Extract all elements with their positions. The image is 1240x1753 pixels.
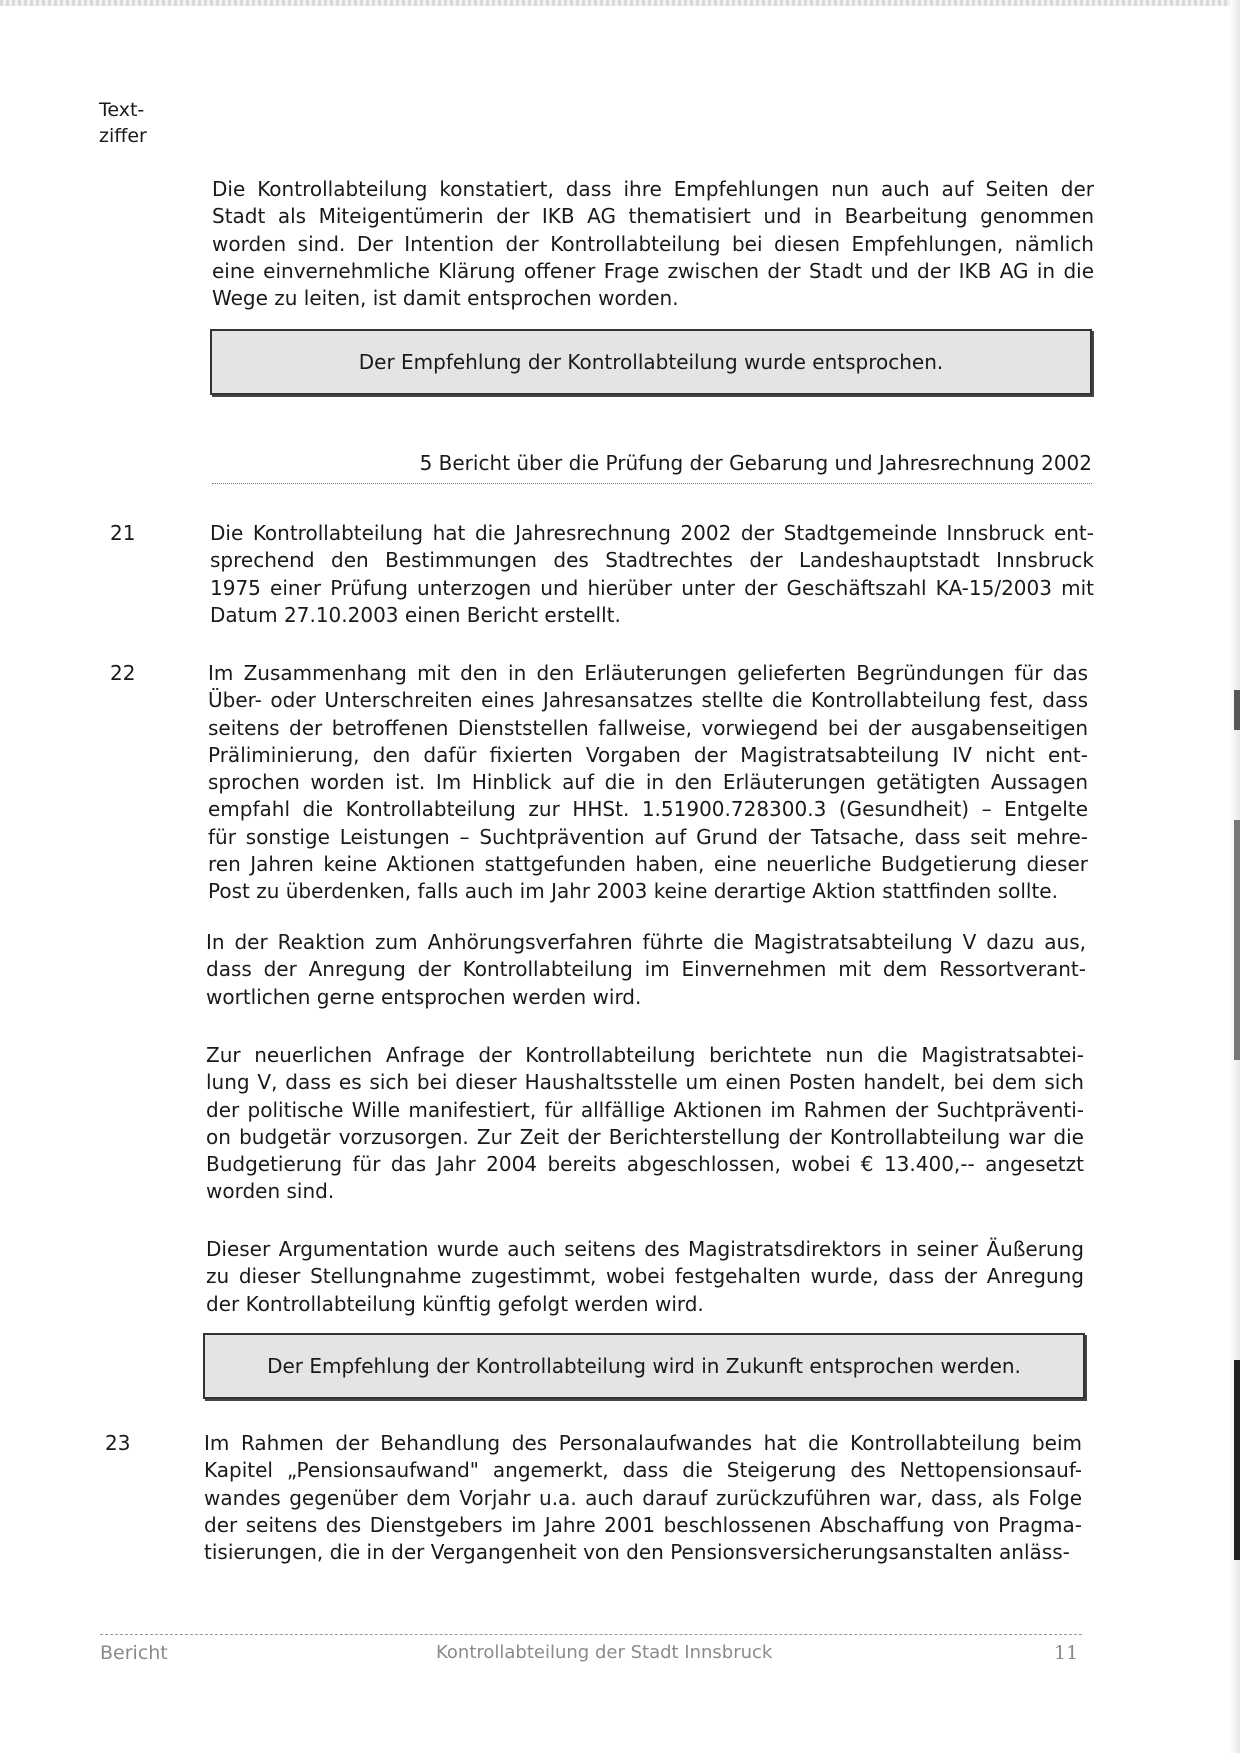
text-line: Über- oder Unterschreiten eines Jahresansatzes stellte die Kontrollabteilung fest, dass xyxy=(208,688,1088,713)
text-line: wortlichen gerne entsprochen werden wird. xyxy=(206,984,642,1009)
item-number: 22 xyxy=(110,661,136,685)
scan-top-edge xyxy=(0,0,1240,6)
text-line: lung V, dass es sich bei dieser Haushaltsstelle um einen Posten handelt, bei dem sich xyxy=(206,1070,1084,1095)
section-heading: 5 Bericht über die Prüfung der Gebarung und Jahresrechnung 2002 xyxy=(419,451,1092,475)
heading-rule xyxy=(212,483,1092,484)
text-line: Datum 27.10.2003 einen Bericht erstellt. xyxy=(210,602,621,627)
item-23-paragraph xyxy=(204,1430,1082,1566)
text-line: on budgetär vorzusorgen. Zur Zeit der Berichterstellung der Kontrollabteilung war die xyxy=(206,1124,1084,1149)
scan-mark xyxy=(1234,1360,1240,1560)
text-line: Zur neuerlichen Anfrage der Kontrollabteilung berichtete nun die Magistratsabtei- xyxy=(206,1043,1084,1067)
text-line: eine einvernehmliche Klärung offener Frage zwischen der Stadt und der IKB AG in die xyxy=(212,258,1094,283)
text-line: Die Kontrollabteilung konstatiert, dass ihre Empfehlungen nun auch auf Seiten der xyxy=(212,177,1094,201)
text-line: Wege zu leiten, ist damit entsprochen worden. xyxy=(212,286,679,311)
margin-label-line: Text- xyxy=(99,99,145,121)
text-line: worden sind. Der Intention der Kontrollabteilung bei diesen Empfehlungen, nämlich xyxy=(212,231,1094,256)
text-line: 1975 einer Prüfung unterzogen und hierüber unter der Geschäftszahl KA-15/2003 mit xyxy=(210,575,1094,600)
text-line: sprechend den Bestimmungen des Stadtrechtes der Landeshauptstadt Innsbruck xyxy=(210,548,1094,573)
text-line: dass der Anregung der Kontrollabteilung im Einvernehmen mit dem Ressortverant- xyxy=(206,957,1086,982)
text-line: Dieser Argumentation wurde auch seitens des Magistratsdirektors in seiner Äußerung xyxy=(206,1237,1084,1261)
item-22-paragraph-3 xyxy=(206,1042,1084,1206)
text-line: der seitens des Dienstgebers im Jahre 2001 beschlossenen Abschaffung von Pragma- xyxy=(204,1512,1082,1537)
recommendation-box xyxy=(210,329,1092,395)
text-line: der politische Wille manifestiert, für allfällige Aktionen im Rahmen der Suchtpräventi- xyxy=(206,1097,1084,1122)
item-22-paragraph-1 xyxy=(208,660,1088,906)
footer-rule xyxy=(100,1634,1082,1635)
recommendation-text: Der Empfehlung der Kontrollabteilung wurde entsprochen. xyxy=(358,350,944,374)
text-line: der Kontrollabteilung künftig gefolgt werden wird. xyxy=(206,1291,704,1316)
recommendation-box xyxy=(203,1333,1085,1399)
text-line: wandes gegenüber dem Vorjahr u.a. auch darauf zurückzuführen war, dass, als Folge xyxy=(204,1485,1082,1510)
text-line: Im Zusammenhang mit den in den Erläuterungen gelieferten Begründungen für das xyxy=(208,661,1088,685)
text-line: seitens der betroffenen Dienststellen fallweise, vorwiegend bei der ausgabenseitigen xyxy=(208,715,1088,740)
item-number: 23 xyxy=(105,1431,131,1455)
text-line: In der Reaktion zum Anhörungsverfahren führte die Magistratsabteilung V dazu aus, xyxy=(206,930,1086,954)
item-21-paragraph xyxy=(210,520,1094,629)
page-number: 11 xyxy=(1054,1642,1079,1664)
footer-left: Bericht xyxy=(100,1642,168,1664)
scan-mark xyxy=(1234,820,1240,1060)
text-line: Im Rahmen der Behandlung des Personalaufwandes hat die Kontrollabteilung beim xyxy=(204,1431,1082,1455)
text-line: sprochen worden ist. Im Hinblick auf die in den Erläuterungen getätigten Aussagen xyxy=(208,770,1088,795)
text-line: für sonstige Leistungen – Suchtprävention auf Grund der Tatsache, dass seit mehre- xyxy=(208,824,1088,849)
text-line: Präliminierung, den dafür fixierten Vorgaben der Magistratsabteilung IV nicht ent- xyxy=(208,742,1088,767)
text-line: Die Kontrollabteilung hat die Jahresrechnung 2002 der Stadtgemeinde Innsbruck ent- xyxy=(210,521,1094,545)
text-line: tisierungen, die in der Vergangenheit von den Pensionsversicherungsanstalten anläss- xyxy=(204,1540,1070,1565)
text-line: Stadt als Miteigentümerin der IKB AG thematisiert und in Bearbeitung genommen xyxy=(212,204,1094,229)
recommendation-text: Der Empfehlung der Kontrollabteilung wird in Zukunft entsprochen werden. xyxy=(267,1354,1021,1378)
margin-label xyxy=(99,97,147,149)
text-line: empfahl die Kontrollabteilung zur HHSt. 1.51900.728300.3 (Gesundheit) – Entgelte xyxy=(208,797,1088,822)
margin-label-line: ziffer xyxy=(99,125,147,147)
text-line: Budgetierung für das Jahr 2004 bereits abgeschlossen, wobei € 13.400,-- angesetzt xyxy=(206,1152,1084,1177)
scan-mark xyxy=(1234,690,1240,730)
footer-center: Kontrollabteilung der Stadt Innsbruck xyxy=(436,1642,773,1663)
text-line: zu dieser Stellungnahme zugestimmt, wobei festgehalten wurde, dass der Anregung xyxy=(206,1264,1084,1289)
text-line: worden sind. xyxy=(206,1179,335,1204)
item-number: 21 xyxy=(110,521,136,545)
item-22-paragraph-4 xyxy=(206,1236,1084,1318)
item-22-paragraph-2 xyxy=(206,929,1086,1011)
text-line: Kapitel „Pensionsaufwand" angemerkt, dass die Steigerung des Nettopensionsauf- xyxy=(204,1458,1082,1483)
intro-paragraph xyxy=(212,176,1094,312)
text-line: ren Jahren keine Aktionen stattgefunden haben, eine neuerliche Budgetierung dieser xyxy=(208,852,1088,877)
text-line: Post zu überdenken, falls auch im Jahr 2003 keine derartige Aktion stattfinden sollte. xyxy=(208,879,1058,904)
